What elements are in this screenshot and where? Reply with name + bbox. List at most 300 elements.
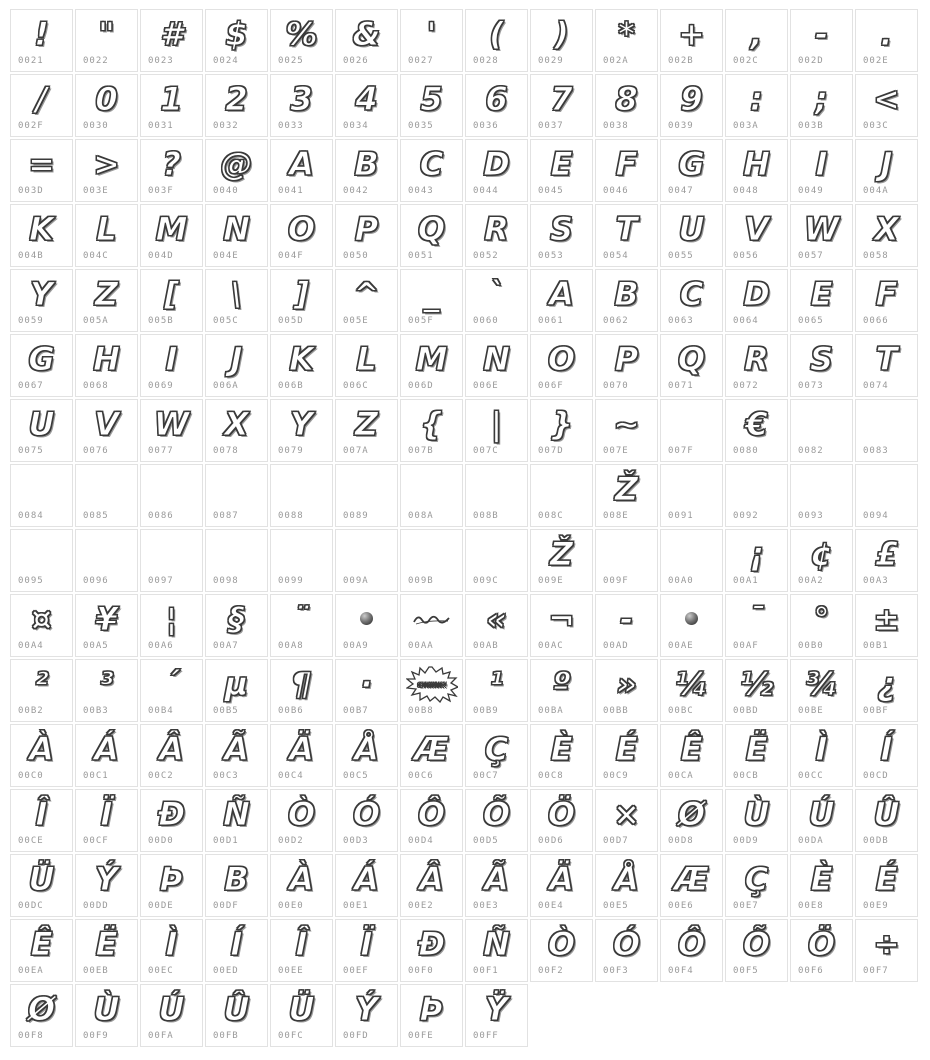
glyph-cell-00e6[interactable] [660,854,723,917]
glyph-cell-0065[interactable] [790,269,853,332]
glyph-cell-0047[interactable] [660,139,723,202]
glyph: ¢ [810,534,833,573]
glyph-cell-00c7[interactable] [465,724,528,787]
glyph: B [354,144,379,183]
glyph: I [165,339,178,378]
glyph: Ô [417,794,446,833]
glyph-cell-003c[interactable] [855,74,918,137]
glyph: Æ [414,729,449,768]
glyph-cell-00e1[interactable] [335,854,398,917]
glyph-cell-00c8[interactable] [530,724,593,787]
glyph: Q [677,339,706,378]
codepoint-label: 00AA [408,641,434,651]
glyph-cell-00e3[interactable] [465,854,528,917]
glyph [531,465,592,512]
glyph-cell-00de[interactable] [140,854,203,917]
glyph-cell-00e8[interactable] [790,854,853,917]
glyph-cell-00cd[interactable] [855,724,918,787]
glyph-cell-00d3[interactable] [335,789,398,852]
glyph-cell-00c3[interactable] [205,724,268,787]
glyph [661,400,722,447]
glyph-cell-00e5[interactable] [595,854,658,917]
glyph-cell-0044[interactable] [465,139,528,202]
codepoint-label: 0036 [473,121,499,131]
glyph-cell-00a9[interactable] [335,594,398,657]
codepoint-label: 00E0 [278,901,304,911]
glyph: C [419,144,444,183]
glyph-cell-008e[interactable] [595,464,658,527]
glyph-cell-0067[interactable] [10,334,73,397]
glyph-cell-004b[interactable] [10,204,73,267]
glyph-cell-0050[interactable] [335,204,398,267]
glyph-cell-00f1[interactable] [465,919,528,982]
glyph-cell-005b[interactable] [140,269,203,332]
glyph: Í [230,924,243,963]
codepoint-label: 0033 [278,121,304,131]
glyph-cell-0036[interactable] [465,74,528,137]
codepoint-label: 00A8 [278,641,304,651]
glyph: 5 [420,79,443,118]
glyph-cell-00e9[interactable] [855,854,918,917]
glyph-cell-0046[interactable] [595,139,658,202]
glyph-cell-0035[interactable] [400,74,463,137]
glyph-cell-0052[interactable] [465,204,528,267]
glyph-cell-0084[interactable] [10,464,73,527]
glyph-cell-00a4[interactable] [10,594,73,657]
codepoint-label: 00F0 [408,966,434,976]
glyph-cell-002a[interactable] [595,9,658,72]
glyph-cell-00aa[interactable] [400,594,463,657]
glyph-cell-00ea[interactable] [10,919,73,982]
glyph-cell-0034[interactable] [335,74,398,137]
codepoint-label: 00B7 [343,706,369,716]
codepoint-label: 00DD [83,901,109,911]
glyph-cell-0049[interactable] [790,139,853,202]
glyph-cell-0021[interactable] [10,9,73,72]
glyph: Ø [677,794,706,833]
glyph-cell-00c6[interactable] [400,724,463,787]
glyph-cell-004f[interactable] [270,204,333,267]
glyph-cell-00be[interactable] [790,659,853,722]
glyph-cell-00bf[interactable] [855,659,918,722]
glyph-cell-0095[interactable] [10,529,73,592]
glyph: ° [813,599,830,638]
glyph-cell-008a[interactable] [400,464,463,527]
glyph-cell-00ec[interactable] [140,919,203,982]
glyph-cell-00a5[interactable] [75,594,138,657]
glyph-cell-00ae[interactable] [660,594,723,657]
glyph: Ñ [483,924,510,963]
glyph-cell-00fd[interactable] [335,984,398,1047]
glyph: Î [35,794,48,833]
glyph-cell-0043[interactable] [400,139,463,202]
glyph-cell-00d5[interactable] [465,789,528,852]
glyph-cell-0040[interactable] [205,139,268,202]
glyph-cell-0096[interactable] [75,529,138,592]
glyph-cell-00a3[interactable] [855,529,918,592]
codepoint-label: 008C [538,511,564,521]
codepoint-label: 0052 [473,251,499,261]
codepoint-label: 002C [733,56,759,66]
glyph-cell-00f8[interactable] [10,984,73,1047]
glyph-cell-007d[interactable] [530,399,593,462]
glyph-cell-00e7[interactable] [725,854,788,917]
glyph-cell-00dc[interactable] [10,854,73,917]
codepoint-label: 0072 [733,381,759,391]
glyph-cell-00ca[interactable] [660,724,723,787]
glyph-cell-0033[interactable] [270,74,333,137]
glyph: Ý [354,989,379,1028]
glyph-cell-00bb[interactable] [595,659,658,722]
glyph-cell-007c[interactable] [465,399,528,462]
glyph-cell-00fc[interactable] [270,984,333,1047]
glyph-cell-00d2[interactable] [270,789,333,852]
glyph-cell-0041[interactable] [270,139,333,202]
glyph-cell-009c[interactable] [465,529,528,592]
glyph-cell-0085[interactable] [75,464,138,527]
glyph-cell-005e[interactable] [335,269,398,332]
glyph-cell-0093[interactable] [790,464,853,527]
glyph-cell-0077[interactable] [140,399,203,462]
glyph-cell-003f[interactable] [140,139,203,202]
glyph-cell-0028[interactable] [465,9,528,72]
glyph: À [29,729,54,768]
glyph-cell-00cf[interactable] [75,789,138,852]
codepoint-label: 00DB [863,836,889,846]
glyph-cell-007b[interactable] [400,399,463,462]
glyph-cell-0064[interactable] [725,269,788,332]
glyph-cell-0053[interactable] [530,204,593,267]
codepoint-label: 007D [538,446,564,456]
glyph-cell-0025[interactable] [270,9,333,72]
glyph-cell-0079[interactable] [270,399,333,462]
glyph-cell-0030[interactable] [75,74,138,137]
glyph-cell-005d[interactable] [270,269,333,332]
glyph-cell-00c5[interactable] [335,724,398,787]
glyph-cell-00ed[interactable] [205,919,268,982]
glyph-cell-0098[interactable] [205,529,268,592]
glyph-cell-00a2[interactable] [790,529,853,592]
glyph-cell-0054[interactable] [595,204,658,267]
glyph-cell-0027[interactable] [400,9,463,72]
glyph [141,530,202,577]
glyph: J [230,339,243,378]
glyph-cell-0055[interactable] [660,204,723,267]
glyph-cell-005f[interactable] [400,269,463,332]
glyph-cell-0048[interactable] [725,139,788,202]
glyph: I [815,144,828,183]
glyph: ] [294,274,309,313]
glyph-cell-0039[interactable] [660,74,723,137]
glyph-cell-00b8[interactable] [400,659,463,722]
glyph-cell-0099[interactable] [270,529,333,592]
glyph-cell-006b[interactable] [270,334,333,397]
glyph-cell-005c[interactable] [205,269,268,332]
glyph-cell-003e[interactable] [75,139,138,202]
codepoint-label: 00BD [733,706,759,716]
glyph: Ñ [223,794,250,833]
glyph-cell-00d0[interactable] [140,789,203,852]
glyph-cell-00c0[interactable] [10,724,73,787]
glyph-cell-0063[interactable] [660,269,723,332]
glyph-cell-00ac[interactable] [530,594,593,657]
glyph-cell-00ad[interactable] [595,594,658,657]
glyph-cell-0056[interactable] [725,204,788,267]
glyph-cell-0068[interactable] [75,334,138,397]
codepoint-label: 004F [278,251,304,261]
glyph-cell-00f9[interactable] [75,984,138,1047]
glyph-cell-002c[interactable] [725,9,788,72]
glyph-cell-00a8[interactable] [270,594,333,657]
glyph-cell-00da[interactable] [790,789,853,852]
glyph-cell-006c[interactable] [335,334,398,397]
glyph-cell-00f5[interactable] [725,919,788,982]
glyph-cell-00f3[interactable] [595,919,658,982]
codepoint-label: 003E [83,186,109,196]
codepoint-label: 00D7 [603,836,629,846]
glyph-cell-00cb[interactable] [725,724,788,787]
glyph-cell-0083[interactable] [855,399,918,462]
glyph-cell-00a6[interactable] [140,594,203,657]
glyph [336,530,397,577]
glyph: > [93,144,120,183]
glyph-cell-00cc[interactable] [790,724,853,787]
glyph-cell-00e0[interactable] [270,854,333,917]
glyph-cell-0082[interactable] [790,399,853,462]
glyph: Â [419,859,444,898]
glyph-cell-004d[interactable] [140,204,203,267]
glyph: C [679,274,704,313]
glyph-cell-00eb[interactable] [75,919,138,982]
glyph-cell-0022[interactable] [75,9,138,72]
glyph-cell-008c[interactable] [530,464,593,527]
glyph-cell-002f[interactable] [10,74,73,137]
glyph-cell-00bd[interactable] [725,659,788,722]
glyph [401,530,462,577]
glyph: Û [873,794,900,833]
codepoint-label: 00C0 [18,771,44,781]
glyph-cell-0069[interactable] [140,334,203,397]
glyph-cell-008b[interactable] [465,464,528,527]
glyph-cell-002b[interactable] [660,9,723,72]
glyph-cell-00a1[interactable] [725,529,788,592]
glyph-cell-0088[interactable] [270,464,333,527]
glyph-cell-00d8[interactable] [660,789,723,852]
glyph-cell-0072[interactable] [725,334,788,397]
glyph-cell-0075[interactable] [10,399,73,462]
glyph-cell-002d[interactable] [790,9,853,72]
glyph-cell-0059[interactable] [10,269,73,332]
glyph: 6 [485,79,508,118]
glyph-cell-0086[interactable] [140,464,203,527]
glyph-cell-0087[interactable] [205,464,268,527]
glyph-cell-007e[interactable] [595,399,658,462]
glyph-cell-00a7[interactable] [205,594,268,657]
glyph: € [745,404,768,443]
glyph-cell-00b6[interactable] [270,659,333,722]
glyph-cell-0038[interactable] [595,74,658,137]
glyph-cell-004c[interactable] [75,204,138,267]
glyph: " [98,14,115,53]
codepoint-label: 0057 [798,251,824,261]
glyph-cell-004a[interactable] [855,139,918,202]
glyph-cell-00c1[interactable] [75,724,138,787]
glyph-cell-0029[interactable] [530,9,593,72]
glyph-cell-0042[interactable] [335,139,398,202]
glyph-cell-00ff[interactable] [465,984,528,1047]
codepoint-label: 00A7 [213,641,239,651]
glyph-cell-00f6[interactable] [790,919,853,982]
glyph-cell-006d[interactable] [400,334,463,397]
glyph-cell-002e[interactable] [855,9,918,72]
glyph-cell-0057[interactable] [790,204,853,267]
glyph-cell-00f2[interactable] [530,919,593,982]
glyph-cell-0076[interactable] [75,399,138,462]
glyph-cell-00d6[interactable] [530,789,593,852]
glyph: T [875,339,898,378]
codepoint-label: 00E7 [733,901,759,911]
glyph-cell-00b3[interactable] [75,659,138,722]
glyph-cell-003d[interactable] [10,139,73,202]
glyph-cell-00c2[interactable] [140,724,203,787]
glyph-cell-0058[interactable] [855,204,918,267]
glyph-cell-009b[interactable] [400,529,463,592]
glyph-cell-00fe[interactable] [400,984,463,1047]
glyph: Y [29,274,54,313]
glyph: Í [880,729,893,768]
glyph-cell-00fb[interactable] [205,984,268,1047]
glyph-cell-00d7[interactable] [595,789,658,852]
glyph-cell-0092[interactable] [725,464,788,527]
codepoint-label: 00A6 [148,641,174,651]
codepoint-label: 0041 [278,186,304,196]
codepoint-label: 00E2 [408,901,434,911]
glyph-cell-005a[interactable] [75,269,138,332]
glyph-cell-00af[interactable] [725,594,788,657]
glyph-cell-00dd[interactable] [75,854,138,917]
glyph-cell-0026[interactable] [335,9,398,72]
glyph-cell-0051[interactable] [400,204,463,267]
glyph-cell-009e[interactable] [530,529,593,592]
glyph-cell-0070[interactable] [595,334,658,397]
glyph: Ì [815,729,828,768]
glyph: Ü [28,859,55,898]
glyph: Ó [612,924,641,963]
glyph-cell-00ab[interactable] [465,594,528,657]
glyph-cell-0024[interactable] [205,9,268,72]
codepoint-label: 003D [18,186,44,196]
glyph-cell-0032[interactable] [205,74,268,137]
glyph-cell-00d4[interactable] [400,789,463,852]
glyph-cell-006f[interactable] [530,334,593,397]
glyph-cell-00f7[interactable] [855,919,918,982]
glyph-cell-00df[interactable] [205,854,268,917]
glyph-cell-00b0[interactable] [790,594,853,657]
glyph-cell-0080[interactable] [725,399,788,462]
glyph: Õ [482,794,511,833]
glyph: [ [164,274,179,313]
glyph-cell-0061[interactable] [530,269,593,332]
glyph: ¾ [804,664,839,703]
glyph-cell-007f[interactable] [660,399,723,462]
glyph-cell-00bc[interactable] [660,659,723,722]
glyph-cell-0062[interactable] [595,269,658,332]
glyph: & [352,14,381,53]
glyph-cell-004e[interactable] [205,204,268,267]
glyph: Â [159,729,184,768]
glyph-cell-00e4[interactable] [530,854,593,917]
glyph-cell-0031[interactable] [140,74,203,137]
codepoint-label: 00E3 [473,901,499,911]
glyph: Ö [547,794,576,833]
glyph-cell-009f[interactable] [595,529,658,592]
codepoint-label: 0038 [603,121,629,131]
codepoint-label: 006C [343,381,369,391]
glyph-cell-00b1[interactable] [855,594,918,657]
glyph-cell-006a[interactable] [205,334,268,397]
glyph-cell-0071[interactable] [660,334,723,397]
glyph-cell-0066[interactable] [855,269,918,332]
glyph-cell-00e2[interactable] [400,854,463,917]
glyph-cell-00c4[interactable] [270,724,333,787]
glyph-cell-00b5[interactable] [205,659,268,722]
glyph-cell-00b9[interactable] [465,659,528,722]
glyph-cell-00ba[interactable] [530,659,593,722]
glyph-cell-009a[interactable] [335,529,398,592]
glyph-cell-007a[interactable] [335,399,398,462]
glyph: £ [875,534,898,573]
glyph: ~ [613,404,640,443]
glyph-cell-0023[interactable] [140,9,203,72]
glyph-cell-00ce[interactable] [10,789,73,852]
glyph-cell-00b4[interactable] [140,659,203,722]
glyph-cell-00fa[interactable] [140,984,203,1047]
glyph: µ [224,664,249,703]
glyph: 2 [225,79,248,118]
glyph-cell-00d9[interactable] [725,789,788,852]
glyph-cell-0094[interactable] [855,464,918,527]
glyph-cell-0089[interactable] [335,464,398,527]
glyph-cell-00f0[interactable] [400,919,463,982]
glyph-cell-003a[interactable] [725,74,788,137]
glyph-cell-00b2[interactable] [10,659,73,722]
glyph-cell-00a0[interactable] [660,529,723,592]
glyph: Ú [808,794,835,833]
codepoint-label: 0087 [213,511,239,521]
glyph: ? [162,144,181,183]
glyph-cell-0097[interactable] [140,529,203,592]
glyph-cell-00db[interactable] [855,789,918,852]
glyph-cell-00ef[interactable] [335,919,398,982]
codepoint-label: 00F6 [798,966,824,976]
glyph-cell-003b[interactable] [790,74,853,137]
glyph-cell-00ee[interactable] [270,919,333,982]
glyph-cell-00f4[interactable] [660,919,723,982]
glyph: S [809,339,834,378]
glyph-cell-0074[interactable] [855,334,918,397]
glyph: 9 [680,79,703,118]
glyph-cell-0078[interactable] [205,399,268,462]
glyph-cell-00b7[interactable] [335,659,398,722]
glyph-cell-0091[interactable] [660,464,723,527]
glyph-cell-006e[interactable] [465,334,528,397]
glyph-cell-0045[interactable] [530,139,593,202]
glyph-cell-0073[interactable] [790,334,853,397]
glyph-cell-00d1[interactable] [205,789,268,852]
glyph-cell-0037[interactable] [530,74,593,137]
glyph-cell-00c9[interactable] [595,724,658,787]
glyph-cell-0060[interactable] [465,269,528,332]
